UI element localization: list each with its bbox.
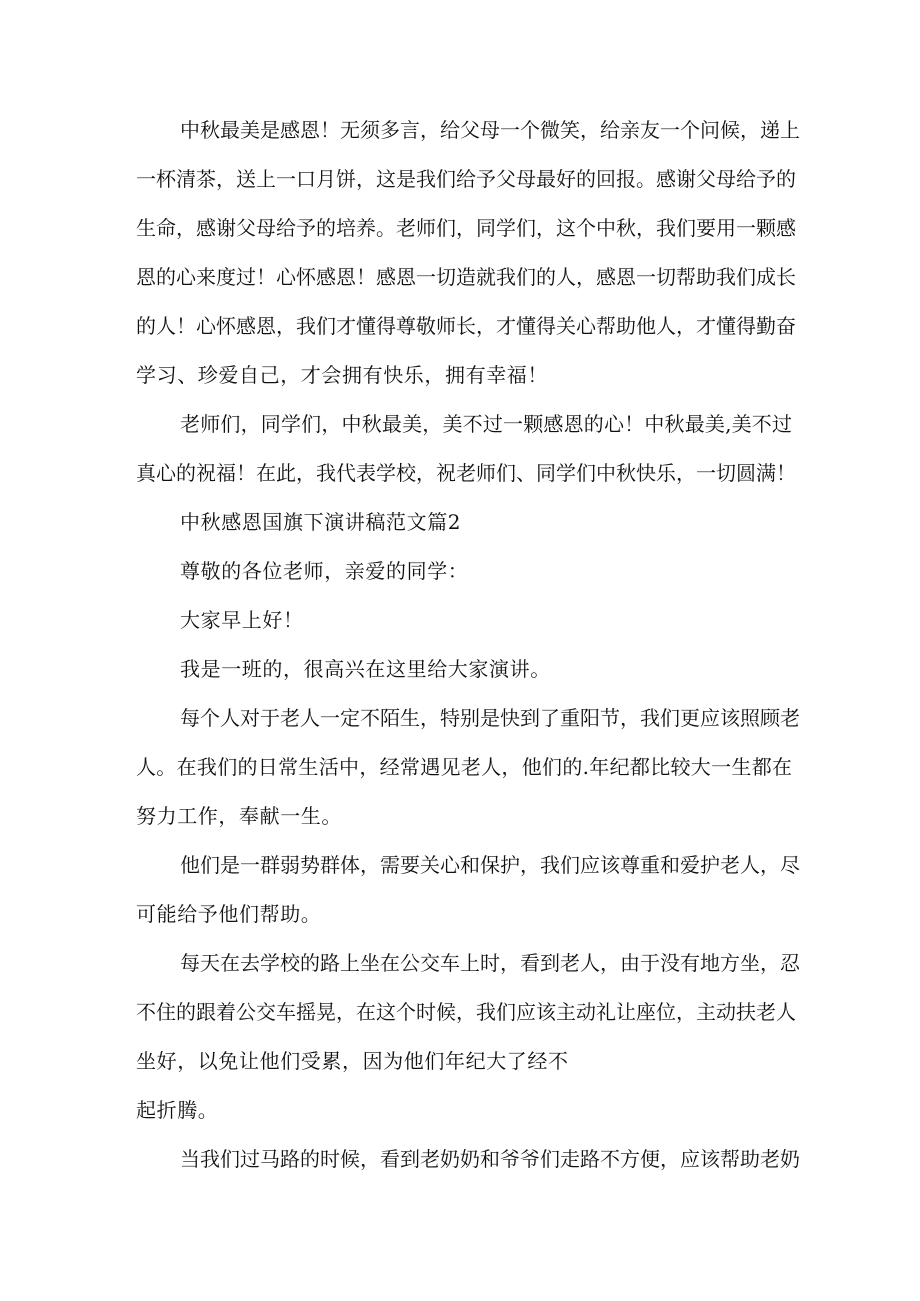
text-line: 不住的跟着公交车摇晃，在这个时候，我们应该主动礼让座位，主动扶老人 [136,1000,796,1024]
text-line: 每天在去学校的路上坐在公交车上时，看到老人，由于没有地方坐，忍 [180,951,800,975]
text-line: 我是一班的，很高兴在这里给大家演讲。 [180,657,551,681]
text-line: 老师们，同学们，中秋最美，美不过一颗感恩的心！中秋最美,美不过 [180,412,792,436]
text-line: 的人！心怀感恩，我们才懂得尊敬师长，才懂得关心帮助他人，才懂得勤奋 [136,314,796,338]
text-line: 每个人对于老人一定不陌生，特别是快到了重阳节，我们更应该照顾老 [180,706,800,730]
section-heading: 中秋感恩国旗下演讲稿范文篇2 [180,510,462,534]
salutation: 尊敬的各位老师，亲爱的同学： [180,559,469,583]
text-line: 中秋最美是感恩！无须多言，给父母一个微笑，给亲友一个问候，递上 [180,118,800,142]
text-line: 一杯清茶，送上一口月饼，这是我们给予父母最好的回报。感谢父母给予的 [136,167,796,191]
greeting: 大家早上好！ [180,608,304,632]
text-line: 生命，感谢父母给予的培养。老师们，同学们，这个中秋，我们要用一颗感 [136,216,796,240]
text-line: 起折腾。 [136,1098,219,1122]
text-line: 可能给予他们帮助。 [136,902,322,926]
text-line: 他们是一群弱势群体，需要关心和保护，我们应该尊重和爱护老人，尽 [180,853,800,877]
text-line: 真心的祝福！在此，我代表学校，祝老师们、同学们中秋快乐，一切圆满！ [136,461,796,485]
text-line: 人。在我们的日常生活中，经常遇见老人，他们的.年纪都比较大一生都在 [136,755,792,779]
text-line: 学习、珍爱自己，才会拥有快乐，拥有幸福！ [136,363,548,387]
text-line: 当我们过马路的时候，看到老奶奶和爷爷们走路不方便，应该帮助老奶 [180,1147,800,1171]
text-line: 恩的心来度过！心怀感恩！感恩一切造就我们的人，感恩一切帮助我们成长 [136,265,796,289]
text-line: 坐好，以免让他们受累，因为他们年纪大了经不 [136,1049,569,1073]
text-line: 努力工作，奉献一生。 [136,804,342,828]
